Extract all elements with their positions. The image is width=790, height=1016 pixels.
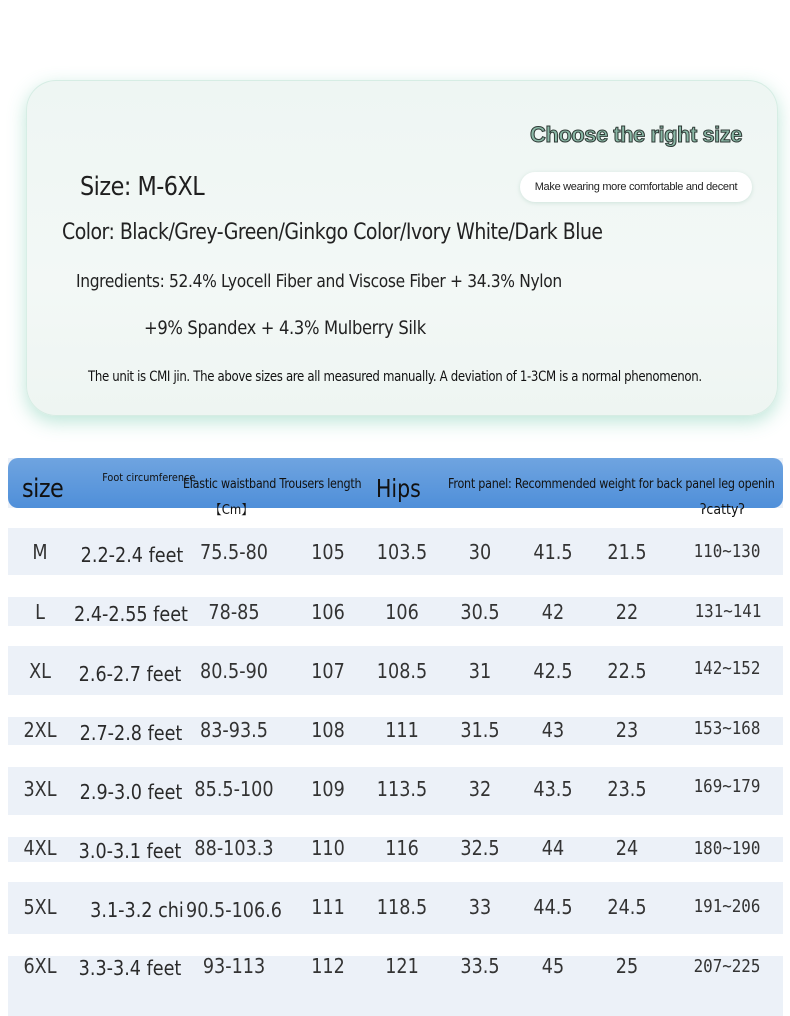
cell-foot: 3.0-3.1 feet <box>78 839 182 863</box>
cell-foot: 2.6-2.7 feet <box>78 662 182 686</box>
cell-leg: 23 <box>615 718 639 742</box>
cell-hips: 121 <box>385 954 419 978</box>
cell-waist: 90.5-106.6 <box>186 898 282 922</box>
row-band <box>8 695 783 717</box>
size-range-text: Size: M-6XL <box>80 172 205 202</box>
cell-length: 109 <box>311 777 345 801</box>
cell-leg: 21.5 <box>607 540 647 564</box>
cell-hips: 118.5 <box>376 895 428 919</box>
row-band <box>8 862 783 882</box>
cell-size: M <box>32 540 48 564</box>
cell-leg: 22 <box>615 600 639 624</box>
cell-size: XL <box>29 659 51 683</box>
cell-back: 41.5 <box>533 540 573 564</box>
cell-leg: 22.5 <box>607 659 647 683</box>
cell-foot: 2.4-2.55 feet <box>74 602 188 626</box>
header-size: size <box>22 474 64 504</box>
cell-hips: 108.5 <box>376 659 428 683</box>
header-waist-trousers: Elastic waistband Trousers length <box>183 477 362 492</box>
header-foot-circumference: Foot circumference <box>102 471 196 484</box>
cell-front: 30.5 <box>460 600 500 624</box>
cell-back: 44 <box>541 836 565 860</box>
cell-foot: 2.2-2.4 feet <box>80 543 184 567</box>
cell-leg: 24.5 <box>607 895 647 919</box>
cell-front: 30 <box>468 540 492 564</box>
cell-length: 105 <box>311 540 345 564</box>
row-band <box>8 815 783 837</box>
cell-weight: 207~225 <box>693 956 761 977</box>
cell-back: 42 <box>541 600 565 624</box>
cell-front: 32.5 <box>460 836 500 860</box>
cell-size: 5XL <box>23 895 57 919</box>
cell-back: 42.5 <box>533 659 573 683</box>
cell-waist: 93-113 <box>202 954 266 978</box>
cell-length: 106 <box>311 600 345 624</box>
cell-foot: 2.9-3.0 feet <box>79 780 183 804</box>
cell-length: 110 <box>311 836 345 860</box>
header-unit-cm: 【Cm】 <box>210 503 253 518</box>
cell-length: 111 <box>311 895 345 919</box>
color-options-text: Color: Black/Grey-Green/Ginkgo Color/Ivory White/Dark Blue <box>62 220 603 245</box>
card-title: Choose the right size <box>530 122 742 147</box>
cell-weight: 180~190 <box>693 838 761 859</box>
cell-weight: 131~141 <box>694 601 762 622</box>
header-front-back-leg-weight: Front panel: Recommended weight for back panel leg openin <box>448 477 775 492</box>
card-subtitle-text: Make wearing more comfortable and decent <box>534 181 738 193</box>
cell-foot: 3.1-3.2 chi <box>90 898 184 922</box>
row-band <box>8 508 783 528</box>
cell-hips: 106 <box>385 600 419 624</box>
cell-leg: 24 <box>615 836 639 860</box>
card-subtitle-pill <box>520 172 752 202</box>
cell-hips: 103.5 <box>376 540 428 564</box>
cell-weight: 142~152 <box>693 658 761 679</box>
measurement-note: The unit is CMI jin. The above sizes are all measured manually. A deviation of 1-3CM is a normal phenomenon. <box>88 369 702 385</box>
cell-weight: 169~179 <box>693 776 761 797</box>
cell-waist: 83-93.5 <box>200 718 268 742</box>
cell-back: 43 <box>541 718 565 742</box>
ingredients-text-line2: +9% Spandex + 4.3% Mulberry Silk <box>144 317 426 339</box>
cell-leg: 25 <box>615 954 639 978</box>
header-unit-catty: ʔcattyʔ <box>700 502 745 518</box>
cell-waist: 78-85 <box>208 600 260 624</box>
cell-length: 108 <box>311 718 345 742</box>
cell-weight: 110~130 <box>693 541 761 562</box>
row-band <box>8 745 783 767</box>
cell-length: 112 <box>311 954 345 978</box>
cell-size: L <box>35 600 45 624</box>
row-band <box>8 934 783 956</box>
cell-hips: 111 <box>385 718 419 742</box>
cell-back: 43.5 <box>533 777 573 801</box>
cell-waist: 75.5-80 <box>200 540 268 564</box>
cell-size: 2XL <box>23 718 57 742</box>
row-band <box>8 575 783 597</box>
cell-waist: 88-103.3 <box>194 836 274 860</box>
cell-waist: 80.5-90 <box>200 659 268 683</box>
cell-back: 45 <box>541 954 565 978</box>
cell-front: 32 <box>468 777 492 801</box>
cell-foot: 2.7-2.8 feet <box>79 721 183 745</box>
cell-front: 31.5 <box>460 718 500 742</box>
header-hips: Hips <box>376 474 421 503</box>
cell-weight: 191~206 <box>693 896 761 917</box>
cell-back: 44.5 <box>533 895 573 919</box>
cell-hips: 113.5 <box>376 777 428 801</box>
cell-size: 3XL <box>23 777 57 801</box>
cell-foot: 3.3-3.4 feet <box>78 956 182 980</box>
cell-weight: 153~168 <box>693 718 761 739</box>
cell-front: 33.5 <box>460 954 500 978</box>
cell-front: 31 <box>468 659 492 683</box>
row-band <box>8 626 783 646</box>
cell-leg: 23.5 <box>607 777 647 801</box>
ingredients-text-line1: Ingredients: 52.4% Lyocell Fiber and Viscose Fiber + 34.3% Nylon <box>76 271 562 292</box>
cell-length: 107 <box>311 659 345 683</box>
cell-front: 33 <box>468 895 492 919</box>
cell-waist: 85.5-100 <box>194 777 274 801</box>
cell-hips: 116 <box>385 836 419 860</box>
cell-size: 4XL <box>23 836 57 860</box>
cell-size: 6XL <box>23 954 57 978</box>
